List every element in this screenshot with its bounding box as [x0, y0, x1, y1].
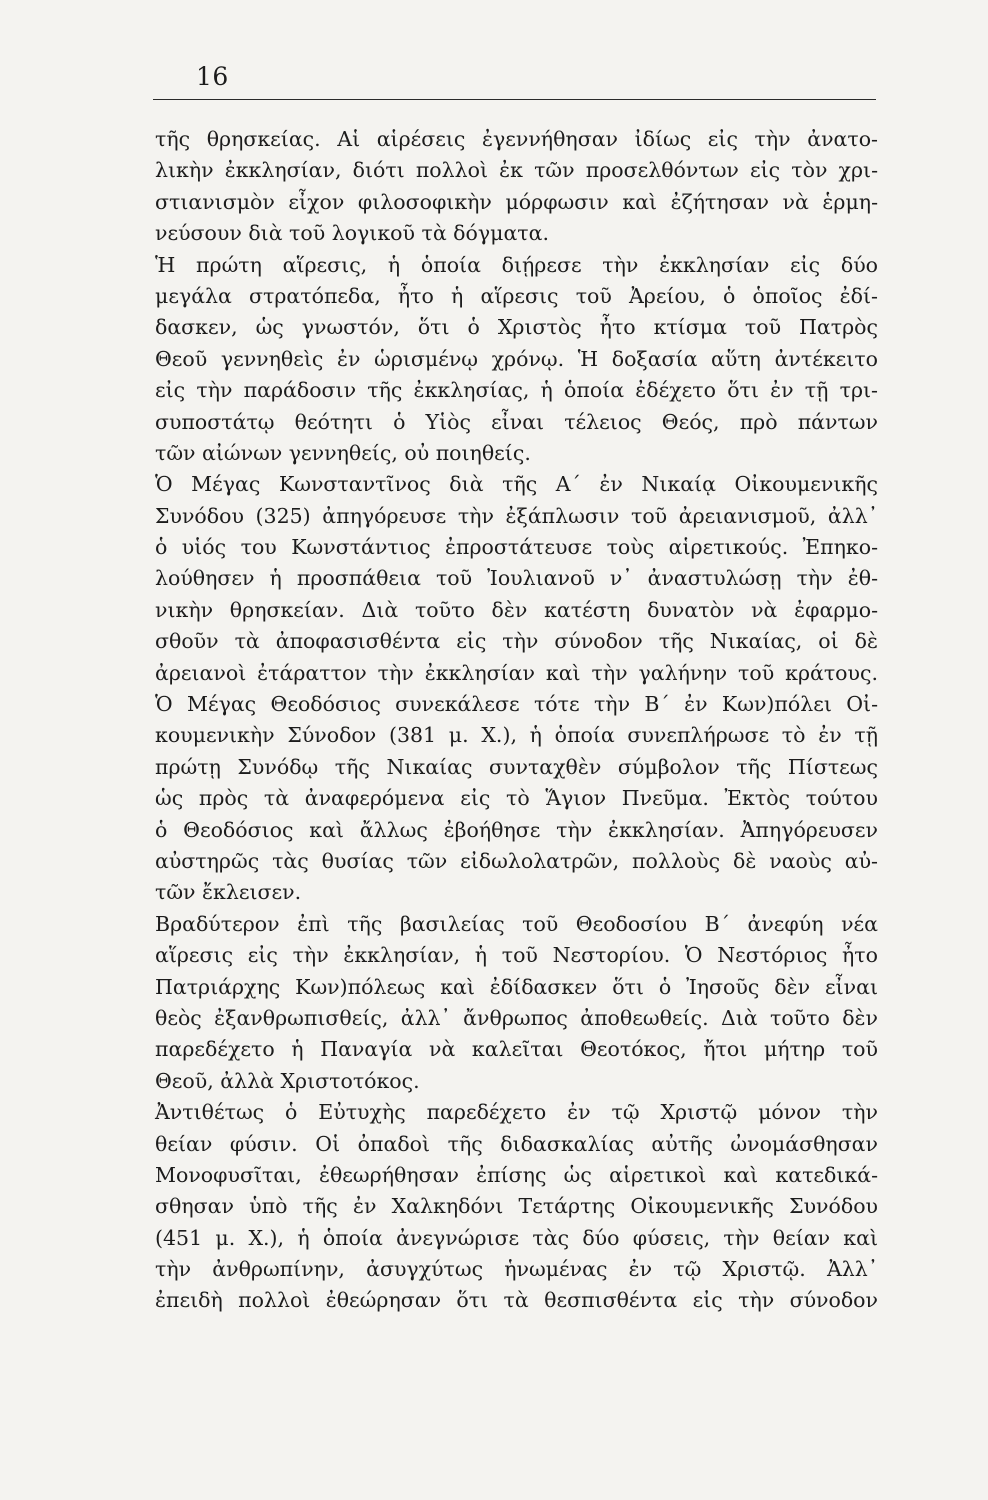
text-line: Ὁ Μέγας Θεοδόσιος συνεκάλεσε τότε τὴν Β΄ ἐν Κων)πόλει Οἰ- [155, 692, 878, 717]
text-line: παρεδέχετο ἡ Παναγία νὰ καλεῖται Θεοτόκος, ἤτοι μήτηρ τοῦ [155, 1037, 878, 1062]
text-line: σθοῦν τὰ ἀποφασισθέντα εἰς τὴν σύνοδον τῆς Νικαίας, οἱ δὲ [155, 629, 878, 654]
text-line: Μονοφυσῖται, ἐθεωρήθησαν ἐπίσης ὡς αἱρετικοὶ καὶ κατεδικά- [155, 1162, 878, 1187]
text-line: τῆς θρησκείας. Αἱ αἱρέσεις ἐγεννήθησαν ἰδίως εἰς τὴν ἀνατο- [155, 127, 878, 151]
text-line: αὐστηρῶς τὰς θυσίας τῶν εἰδωλολατρῶν, πολλοὺς δὲ ναοὺς αὐ- [155, 848, 878, 873]
text-line: δασκεν, ὡς γνωστόν, ὅτι ὁ Χριστὸς ἦτο κτίσμα τοῦ Πατρὸς [155, 315, 878, 340]
text-line: Βραδύτερον ἐπὶ τῆς βασιλείας τοῦ Θεοδοσίου Β΄ ἀνεφύη νέα [155, 911, 878, 936]
text-line: ἐπειδὴ πολλοὶ ἐθεώρησαν ὅτι τὰ θεσπισθέντα εἰς τὴν σύνοδον [155, 1288, 878, 1313]
text-line: λούθησεν ἡ προσπάθεια τοῦ Ἰουλιανοῦ ν᾽ ἀναστυλώσῃ τὴν ἐθ- [155, 566, 878, 591]
header-rule [153, 99, 876, 100]
text-line: τὴν ἀνθρωπίνην, ἀσυγχύτως ἡνωμένας ἐν τῷ Χριστῷ. Ἀλλ᾽ [155, 1257, 878, 1282]
text-line: συποστάτῳ θεότητι ὁ Υἱὸς εἶναι τέλειος Θεός, πρὸ πάντων [155, 409, 878, 434]
text-line: σθησαν ὑπὸ τῆς ἐν Χαλκηδόνι Τετάρτης Οἰκουμενικῆς Συνόδου [155, 1194, 878, 1219]
text-line: Θεοῦ γεννηθεὶς ἐν ὡρισμένῳ χρόνῳ. Ἡ δοξασία αὕτη ἀντέκειτο [155, 346, 878, 371]
text-line: νεύσουν διὰ τοῦ λογικοῦ τὰ δόγματα. [155, 221, 549, 246]
text-line: Ὁ Μέγας Κωνσταντῖνος διὰ τῆς Α΄ ἐν Νικαίᾳ Οἰκουμενικῆς [155, 472, 878, 497]
text-line: αἵρεσις εἰς τὴν ἐκκλησίαν, ἡ τοῦ Νεστορίου. Ὁ Νεστόριος ἦτο [155, 943, 878, 968]
text-line: (451 μ. Χ.), ἡ ὁποία ἀνεγνώρισε τὰς δύο φύσεις, τὴν θείαν καὶ [155, 1225, 878, 1250]
text-line: Θεοῦ, ἀλλὰ Χριστοτόκος. [155, 1068, 420, 1093]
text-line: τῶν αἰώνων γεννηθείς, οὐ ποιηθείς. [155, 440, 531, 465]
text-line: Ἀντιθέτως ὁ Εὐτυχὴς παρεδέχετο ἐν τῷ Χριστῷ μόνον τὴν [155, 1100, 878, 1125]
text-line: λικὴν ἐκκλησίαν, διότι πολλοὶ ἐκ τῶν προσελθόντων εἰς τὸν χρι- [155, 158, 878, 183]
text-line: Συνόδου (325) ἀπηγόρευσε τὴν ἐξάπλωσιν τοῦ ἀρειανισμοῦ, ἀλλ᾽ [155, 503, 878, 528]
text-line: Πατριάρχης Κων)πόλεως καὶ ἐδίδασκεν ὅτι ὁ Ἰησοῦς δὲν εἶναι [155, 974, 878, 999]
text-line: ὁ υἱός του Κωνστάντιος ἐπροστάτευσε τοὺς αἱρετικούς. Ἐπηκο- [155, 535, 878, 560]
text-line: κουμενικὴν Σύνοδον (381 μ. Χ.), ἡ ὁποία συνεπλήρωσε τὸ ἐν τῇ [155, 723, 878, 748]
text-line: πρώτῃ Συνόδῳ τῆς Νικαίας συνταχθὲν σύμβολον τῆς Πίστεως [155, 754, 878, 779]
text-line: ὡς πρὸς τὰ ἀναφερόμενα εἰς τὸ Ἅγιον Πνεῦμα. Ἐκτὸς τούτου [155, 786, 878, 811]
text-line: ὁ Θεοδόσιος καὶ ἄλλως ἐβοήθησε τὴν ἐκκλησίαν. Ἀπηγόρευσεν [155, 817, 878, 842]
text-line: νικὴν θρησκείαν. Διὰ τοῦτο δὲν κατέστη δυνατὸν νὰ ἐφαρμο- [155, 597, 878, 622]
text-line: μεγάλα στρατόπεδα, ἦτο ἡ αἵρεσις τοῦ Ἀρείου, ὁ ὁποῖος ἐδί- [155, 283, 878, 308]
text-line: ἀρειανοὶ ἐτάραττον τὴν ἐκκλησίαν καὶ τὴν γαλήνην τοῦ κράτους. [155, 660, 878, 685]
text-line: τῶν ἔκλεισεν. [155, 880, 302, 905]
text-line: Ἡ πρώτη αἵρεσις, ἡ ὁποία διῄρεσε τὴν ἐκκλησίαν εἰς δύο [155, 252, 878, 277]
body-text [155, 124, 878, 1317]
text-line: θείαν φύσιν. Οἱ ὀπαδοὶ τῆς διδασκαλίας αὐτῆς ὠνομάσθησαν [155, 1131, 878, 1156]
page-number: 16 [196, 62, 229, 91]
text-line: στιανισμὸν εἶχον φιλοσοφικὴν μόρφωσιν καὶ ἐζήτησαν νὰ ἑρμη- [155, 189, 878, 214]
text-line: εἰς τὴν παράδοσιν τῆς ἐκκλησίας, ἡ ὁποία ἐδέχετο ὅτι ἐν τῇ τρι- [155, 378, 878, 403]
text-line: θεὸς ἐξανθρωπισθείς, ἀλλ᾽ ἄνθρωπος ἀποθεωθείς. Διὰ τοῦτο δὲν [155, 1005, 878, 1030]
